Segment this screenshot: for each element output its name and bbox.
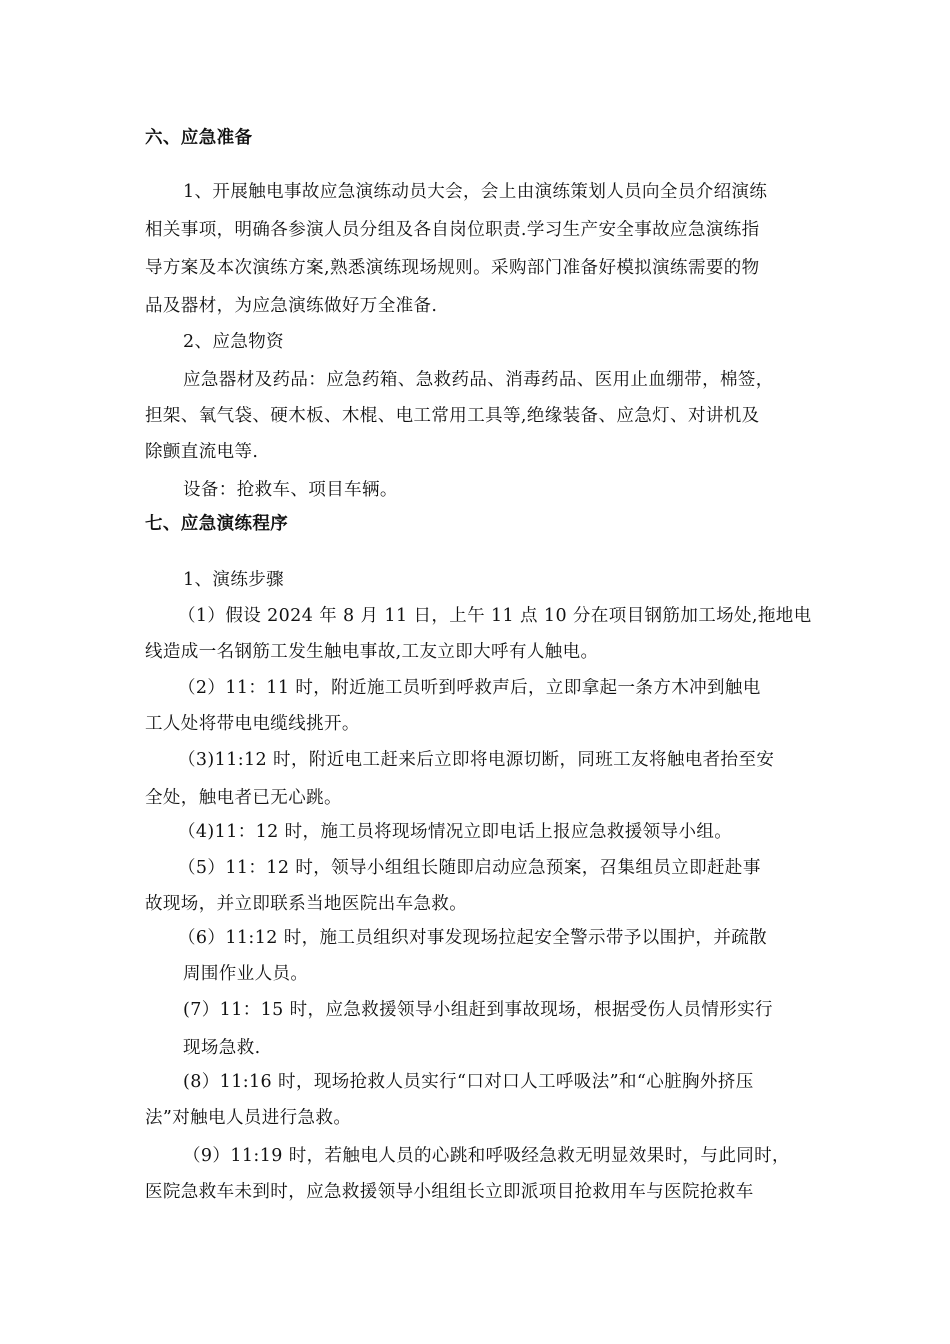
para-3-line-1: 应急器材及药品：应急药箱、急救药品、消毒药品、医用止血绷带，棉签， [183, 370, 774, 390]
step-1-line-1: （1）假设 2024 年 8 月 11 日，上午 11 点 10 分在项目钢筋加工场处,拖地电 [178, 606, 812, 626]
step-3-line-2: 全处，触电者已无心跳。 [145, 788, 342, 808]
step-7-line-1: (7）11：15 时，应急救援领导小组赶到事故现场，根据受伤人员情形实行 [183, 1000, 773, 1020]
step-5-line-1: （5）11：12 时，领导小组组长随即启动应急预案，召集组员立即赶赴事 [178, 858, 761, 878]
step-8-line-1: (8）11:16 时，现场抢救人员实行“口对口人工呼吸法”和“心脏胸外挤压 [183, 1072, 754, 1092]
step-3-line-1: （3)11:12 时，附近电工赶来后立即将电源切断，同班工友将触电者抬至安 [178, 750, 775, 770]
step-9-line-2: 医院急救车未到时，应急救援领导小组组长立即派项目抢救用车与医院抢救车 [145, 1182, 754, 1202]
steps-title: 1、演练步骤 [183, 570, 285, 590]
step-6-line-1: （6）11:12 时，施工员组织对事发现场拉起安全警示带予以围护，并疏散 [178, 928, 768, 948]
para-2: 2、应急物资 [183, 332, 285, 352]
para-4: 设备：抢救车、项目车辆。 [183, 480, 398, 500]
step-1-line-2: 线造成一名钢筋工发生触电事故,工友立即大呼有人触电。 [145, 642, 599, 662]
para-1-line-1: 1、开展触电事故应急演练动员大会，会上由演练策划人员向全员介绍演练 [183, 182, 768, 202]
section-6-heading: 六、应急准备 [145, 128, 253, 148]
para-3-line-3: 除颤直流电等. [145, 442, 259, 462]
para-1-line-4: 品及器材，为应急演练做好万全准备. [145, 296, 438, 316]
step-5-line-2: 故现场，并立即联系当地医院出车急救。 [145, 894, 468, 914]
step-6-line-2: 周围作业人员。 [183, 964, 309, 984]
section-7-heading: 七、应急演练程序 [145, 514, 289, 534]
step-2-line-2: 工人处将带电电缆线挑开。 [145, 714, 360, 734]
para-1-line-3: 导方案及本次演练方案,熟悉演练现场规则。采购部门准备好模拟演练需要的物 [145, 258, 760, 278]
step-7-line-2: 现场急救. [183, 1038, 261, 1058]
step-8-line-2: 法”对触电人员进行急救。 [145, 1108, 352, 1128]
para-3-line-2: 担架、氧气袋、硬木板、木棍、电工常用工具等,绝缘装备、应急灯、对讲机及 [145, 406, 760, 426]
step-4-line-1: （4)11：12 时，施工员将现场情况立即电话上报应急救援领导小组。 [178, 822, 733, 842]
step-9-line-1: （9）11:19 时，若触电人员的心跳和呼吸经急救无明显效果时，与此同时， [183, 1146, 790, 1166]
step-2-line-1: （2）11：11 时，附近施工员听到呼救声后，立即拿起一条方木冲到触电 [178, 678, 761, 698]
para-1-line-2: 相关事项，明确各参演人员分组及各自岗位职责.学习生产安全事故应急演练指 [145, 220, 760, 240]
